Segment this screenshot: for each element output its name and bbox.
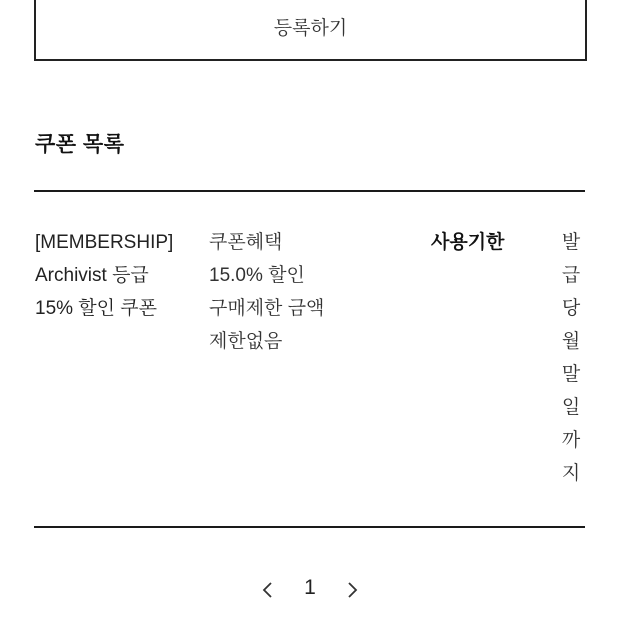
- purchase-limit-value: 제한없음: [209, 331, 283, 352]
- expiry-label: [431, 226, 504, 259]
- expiry-label-text: 사용기한: [431, 232, 505, 253]
- expiry-char: 일: [561, 397, 581, 418]
- coupon-name: [35, 226, 173, 325]
- purchase-limit-label: 구매제한 금액: [209, 298, 325, 319]
- chevron-right-icon[interactable]: [345, 581, 359, 599]
- expiry-value: [560, 226, 582, 490]
- coupon-name-line: [MEMBERSHIP]: [35, 232, 174, 253]
- table-bottom-divider: [34, 526, 585, 528]
- coupon-name-line: Archivist 등급: [35, 265, 149, 286]
- benefit-label: 쿠폰혜택: [209, 232, 283, 253]
- coupon-benefit: [209, 226, 324, 358]
- pagination: [0, 572, 620, 608]
- chevron-left-icon[interactable]: [261, 581, 275, 599]
- coupon-name-line: 15% 할인 쿠폰: [35, 298, 158, 319]
- expiry-char: 발: [561, 232, 581, 253]
- coupon-row: [0, 226, 620, 516]
- benefit-value: 15.0% 할인: [209, 265, 305, 286]
- register-button-label: 등록하기: [273, 18, 348, 39]
- expiry-char: 말: [561, 364, 581, 385]
- expiry-char: 급: [561, 265, 581, 286]
- expiry-char: 월: [561, 331, 581, 352]
- expiry-char: 당: [561, 298, 581, 319]
- page-number-current[interactable]: 1: [304, 576, 316, 599]
- expiry-char: 지: [561, 463, 581, 484]
- coupon-list-title: 쿠폰 목록: [35, 133, 125, 156]
- expiry-char: 까: [561, 430, 581, 451]
- table-top-divider: [34, 190, 585, 192]
- register-button[interactable]: [34, 0, 587, 61]
